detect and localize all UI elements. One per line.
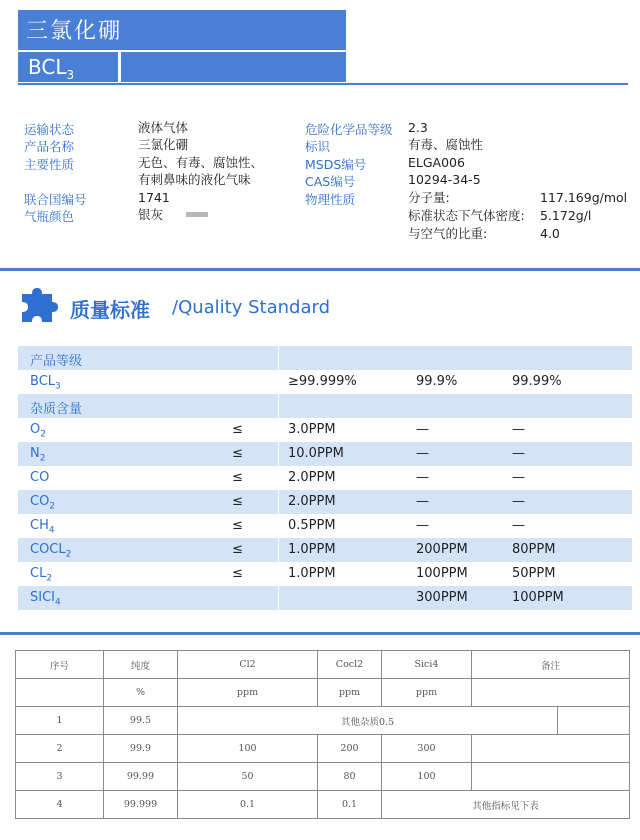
spec-header-row	[16, 651, 630, 679]
cylinder-color-swatch	[186, 212, 208, 217]
label-main-properties: 主要性质	[24, 157, 75, 172]
quality-row-co	[18, 466, 632, 490]
cell-purity: 99.999	[104, 791, 178, 819]
grade-value-1: 2.0PPM	[288, 470, 336, 485]
label-product-name: 产品名称	[24, 139, 75, 154]
limit-operator: ≤	[232, 494, 243, 509]
cell-cocl2: 200	[318, 735, 382, 763]
product-title: 三氯化硼	[26, 19, 123, 44]
grade-value-3: —	[512, 470, 525, 485]
grade-value-2: —	[416, 446, 429, 461]
puzzle-icon	[20, 288, 60, 328]
spec-row-4	[16, 791, 630, 819]
grade-value-1: 2.0PPM	[288, 494, 336, 509]
physical-name-molar-mass: 分子量:	[408, 190, 450, 205]
cell-no: 3	[16, 763, 104, 791]
cell-sici4: 100	[382, 763, 472, 791]
value-hazard-class: 2.3	[408, 120, 428, 135]
quality-row-n2	[18, 442, 632, 466]
unit-cell	[16, 679, 104, 707]
value-un-number: 1741	[138, 190, 170, 205]
grade-value-1: 1.0PPM	[288, 542, 336, 557]
value-main-properties: 无色、有毒、腐蚀性、	[138, 155, 264, 170]
label-marking: 标识	[305, 139, 331, 154]
grade-value-1: 0.5PPM	[288, 518, 336, 533]
quality-subtitle: /Quality Standard	[172, 297, 330, 318]
compound-subscript: 3	[55, 381, 61, 392]
label-cas: CAS编号	[305, 174, 356, 189]
spec-row-2	[16, 735, 630, 763]
cell-empty	[558, 707, 630, 735]
unit-cell	[472, 679, 630, 707]
grade-value-1: 10.0PPM	[288, 446, 344, 461]
physical-name-gas-density: 标准状态下气体密度:	[408, 208, 525, 223]
compound-name: BCL	[30, 374, 56, 389]
spec-row-1	[16, 707, 630, 735]
header-underline	[18, 83, 628, 85]
compound-subscript: 2	[49, 501, 56, 512]
header-cell: Cocl2	[318, 651, 382, 679]
cell-cl2: 0.1	[178, 791, 318, 819]
value-cas: 10294-34-5	[408, 172, 481, 187]
compound-name: SICI	[30, 590, 55, 605]
limit-operator: ≤	[232, 566, 243, 581]
physical-value-air-ratio: 4.0	[540, 226, 560, 241]
grade-value-3: —	[512, 422, 525, 437]
compound-name: CO	[30, 494, 50, 509]
spec-unit-row	[16, 679, 630, 707]
label-msds: MSDS编号	[305, 157, 367, 172]
row-name	[30, 494, 55, 512]
row-name	[30, 374, 61, 392]
spec-row-3	[16, 763, 630, 791]
cell-purity: 99.9	[104, 735, 178, 763]
row-name	[30, 542, 71, 560]
formula-subscript: 3	[66, 68, 75, 82]
compound-subscript: 2	[46, 573, 53, 584]
grade-value-1: 3.0PPM	[288, 422, 336, 437]
unit-cell: ppm	[178, 679, 318, 707]
cell-note: 其他杂质0.5	[178, 707, 558, 735]
grade-value-1: 1.0PPM	[288, 566, 336, 581]
row-name	[30, 470, 49, 488]
limit-operator: ≤	[232, 470, 243, 485]
quality-row-cocl2	[18, 538, 632, 562]
grade-value-2: —	[416, 470, 429, 485]
grade-value-2: —	[416, 494, 429, 509]
grade-value-3: 80PPM	[512, 542, 556, 557]
value-marking: 有毒、腐蚀性	[408, 137, 484, 152]
physical-value-molar-mass: 117.169g/mol	[540, 190, 628, 205]
label-cylinder-color: 气瓶颜色	[24, 209, 75, 224]
cell-cl2: 100	[178, 735, 318, 763]
grade-value-2: 300PPM	[416, 590, 468, 605]
cell-purity: 99.99	[104, 763, 178, 791]
product-formula	[28, 55, 74, 82]
limit-operator: ≤	[232, 518, 243, 533]
grade-value-2: —	[416, 518, 429, 533]
value-cylinder-color: 银灰	[138, 207, 164, 222]
label-un-number: 联合国编号	[24, 192, 87, 207]
quality-row-grade	[18, 346, 632, 370]
header-cell: 序号	[16, 651, 104, 679]
grade-value-2: 99.9%	[416, 374, 458, 389]
physical-name-air-ratio: 与空气的比重:	[408, 226, 488, 241]
row-name	[30, 518, 55, 536]
spec-table	[15, 650, 630, 819]
physical-value-gas-density: 5.172g/l	[540, 208, 592, 223]
cell-no: 4	[16, 791, 104, 819]
quality-row-cl2	[18, 562, 632, 586]
quality-row-co2	[18, 490, 632, 514]
compound-name: CO	[30, 470, 50, 485]
quality-title: 质量标准	[70, 298, 150, 322]
compound-subscript: 2	[40, 429, 46, 440]
cell-cocl2: 0.1	[318, 791, 382, 819]
header-cell: 备注	[472, 651, 630, 679]
grade-value-3: 50PPM	[512, 566, 556, 581]
quality-row-o2	[18, 418, 632, 442]
label-transport-state: 运输状态	[24, 122, 75, 137]
value-main-properties-line2: 有刺鼻味的液化气味	[138, 172, 251, 187]
grade-value-3: 99.99%	[512, 374, 562, 389]
value-transport-state: 液体气体	[138, 120, 189, 135]
row-name	[30, 566, 52, 584]
cell-cl2: 50	[178, 763, 318, 791]
compound-subscript: 2	[39, 453, 46, 464]
compound-name: COCL	[30, 542, 66, 557]
grade-value-3: —	[512, 446, 525, 461]
label-physical-properties: 物理性质	[305, 192, 356, 207]
value-product-name: 三氯化硼	[138, 137, 189, 152]
row-name: 杂质含量	[30, 402, 83, 417]
compound-name: CL	[30, 566, 47, 581]
value-msds: ELGA006	[408, 155, 465, 170]
compound-subscript: 4	[48, 525, 55, 536]
cell-sici4: 300	[382, 735, 472, 763]
quality-row-sicl4	[18, 586, 632, 610]
grade-value-2: 100PPM	[416, 566, 468, 581]
compound-name: O	[30, 422, 41, 437]
header-cell: Sici4	[382, 651, 472, 679]
row-name: 产品等级	[30, 354, 83, 369]
compound-name: N	[30, 446, 40, 461]
quality-row-impurities	[18, 394, 632, 418]
grade-value-1: ≥99.999%	[288, 374, 357, 389]
quality-column-divider	[278, 346, 279, 612]
unit-cell: ppm	[318, 679, 382, 707]
grade-value-2: 200PPM	[416, 542, 468, 557]
quality-row-ch4	[18, 514, 632, 538]
cell-note: 其他指标见下表	[382, 791, 630, 819]
compound-subscript: 4	[55, 597, 61, 608]
cell-no: 2	[16, 735, 104, 763]
compound-name: CH	[30, 518, 49, 533]
cell-note	[472, 763, 630, 791]
formula-main: BCL	[28, 55, 67, 79]
quality-row-bcl3	[18, 370, 632, 394]
grade-value-3: 100PPM	[512, 590, 564, 605]
cell-cocl2: 80	[318, 763, 382, 791]
grade-value-3: —	[512, 494, 525, 509]
label-hazard-class: 危险化学品等级	[305, 122, 393, 137]
compound-subscript: 2	[65, 549, 72, 560]
grade-value-3: —	[512, 518, 525, 533]
formula-bar-extension	[121, 52, 346, 82]
section-divider	[0, 632, 640, 635]
row-name	[30, 590, 61, 608]
section-divider	[0, 268, 640, 271]
limit-operator: ≤	[232, 542, 243, 557]
unit-cell: ppm	[382, 679, 472, 707]
cell-note	[472, 735, 630, 763]
row-name	[30, 422, 46, 440]
limit-operator: ≤	[232, 446, 243, 461]
unit-cell: %	[104, 679, 178, 707]
header-cell: Cl2	[178, 651, 318, 679]
cell-purity: 99.5	[104, 707, 178, 735]
cell-no: 1	[16, 707, 104, 735]
grade-value-2: —	[416, 422, 429, 437]
limit-operator: ≤	[232, 422, 243, 437]
header-cell: 纯度	[104, 651, 178, 679]
row-name	[30, 446, 45, 464]
